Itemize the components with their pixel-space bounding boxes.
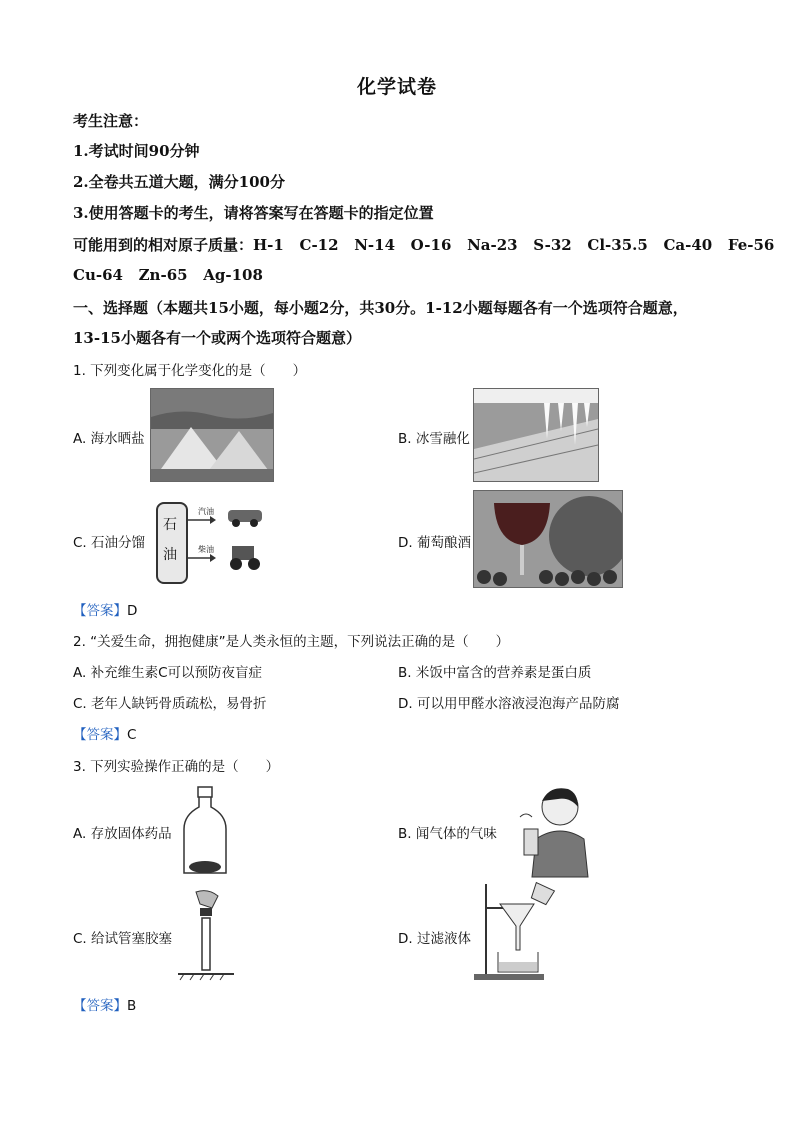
answer-label: 【答案】: [73, 603, 127, 619]
section-heading: 一、选择题（本题共15小题，每小题2分，共30分。1-12小题每题各有一个选项符合题意，: [73, 299, 688, 317]
oil-char-1: 石: [163, 517, 177, 533]
q2-option-d: D. 可以用甲醛水溶液浸泡海产品防腐: [398, 696, 620, 712]
q3-option-b: B. 闻气体的气味: [398, 826, 497, 842]
diesel-label: 柴油: [198, 545, 214, 554]
q1-stem: 1. 下列变化属于化学变化的是（ ）: [73, 363, 307, 379]
icicles-icon: [474, 389, 598, 481]
answer-value: D: [127, 603, 138, 619]
person-smelling-icon: [500, 779, 600, 879]
atomic-mass-line-1: 可能用到的相对原子质量：H-1 C-12 N-14 O-16 Na-23 S-32 Cl-35.5 Ca-40 Fe-56: [73, 236, 775, 254]
test-tube-stopper-icon: [178, 888, 234, 984]
atomic-mass-line-2: Cu-64 Zn-65 Ag-108: [73, 266, 263, 284]
q3-answer: [73, 994, 136, 1014]
q1-option-c: C. 石油分馏: [73, 535, 146, 551]
wine-making-image: [473, 490, 623, 588]
q3-option-c: C. 给试管塞胶塞: [73, 931, 173, 947]
q3-stem: 3. 下列实验操作正确的是（ ）: [73, 759, 280, 775]
wine-glass-icon: [474, 491, 622, 587]
ice-melting-image: [473, 388, 599, 482]
q3-option-a: A. 存放固体药品: [73, 826, 172, 842]
q2-answer: [73, 723, 136, 743]
sea-salt-image: [150, 388, 274, 482]
answer-value: B: [127, 998, 137, 1014]
q2-option-c: C. 老年人缺钙骨质疏松，易骨折: [73, 696, 267, 712]
answer-label: 【答案】: [73, 727, 127, 743]
answer-label: 【答案】: [73, 998, 127, 1014]
q2-stem: 2. “关爱生命，拥抱健康”是人类永恒的主题，下列说法正确的是（ ）: [73, 634, 510, 650]
answer-value: C: [127, 727, 137, 743]
oil-distillation-diagram: [150, 492, 272, 588]
q1-option-a: A. 海水晒盐: [73, 431, 145, 447]
q1-option-b: B. 冰雪融化: [398, 431, 470, 447]
q1-option-d: D. 葡萄酿酒: [398, 535, 471, 551]
salt-piles-icon: [151, 389, 273, 481]
q2-option-b: B. 米饭中富含的营养素是蛋白质: [398, 665, 592, 681]
section-heading-cont: 13-15小题各有一个或两个选项符合题意）: [73, 329, 361, 347]
q3-option-d: D. 过滤液体: [398, 931, 471, 947]
notice-item-1: 1.考试时间90分钟: [73, 142, 200, 160]
notice-item-2: 2.全卷共五道大题，满分100分: [73, 173, 285, 191]
q2-option-a: A. 补充维生素C可以预防夜盲症: [73, 665, 263, 681]
notice-heading: 考生注意：: [73, 112, 149, 130]
page-title: 化学试卷: [356, 76, 437, 98]
q1-answer: [73, 599, 137, 619]
gasoline-label: 汽油: [198, 507, 214, 516]
filtration-setup-icon: [470, 880, 570, 984]
notice-item-3: 3.使用答题卡的考生，请将答案写在答题卡的指定位置: [73, 204, 434, 222]
oil-char-2: 油: [163, 547, 177, 563]
reagent-bottle-icon: [180, 785, 230, 877]
